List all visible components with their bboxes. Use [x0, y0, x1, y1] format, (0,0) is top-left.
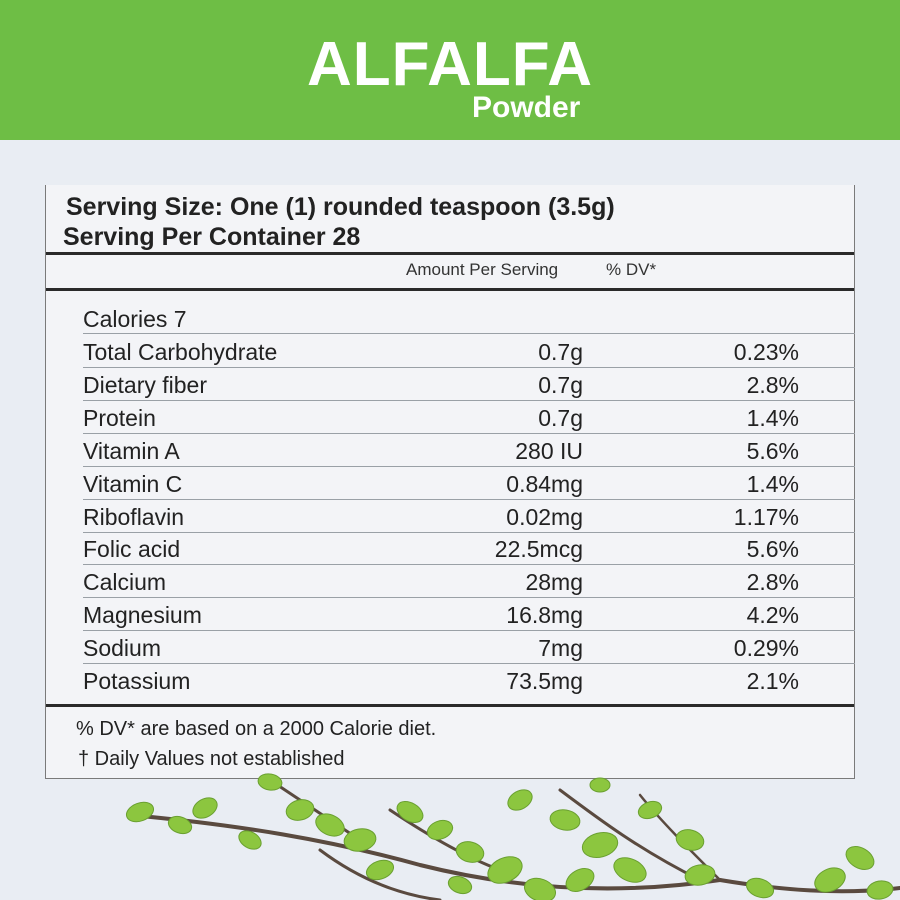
nutrient-name: Potassium	[83, 668, 191, 694]
leaf	[284, 797, 316, 824]
row-divider	[83, 564, 855, 565]
nutrient-name: Vitamin A	[83, 437, 180, 464]
leaf	[124, 799, 156, 825]
column-header-divider	[46, 288, 854, 291]
leaf	[166, 813, 194, 836]
nutrient-dv: 4.2%	[746, 602, 799, 629]
nutrient-amount: 0.7g	[538, 339, 583, 365]
nutrient-name: Magnesium	[83, 602, 202, 629]
nutrient-row	[83, 501, 855, 534]
nutrient-dv: 0.29%	[733, 635, 799, 662]
calories-row	[83, 303, 855, 336]
row-divider	[83, 466, 855, 467]
nutrient-amount: 0.84mg	[506, 470, 583, 497]
leaf	[425, 817, 456, 843]
nutrient-amount: 22.5mcg	[494, 536, 583, 563]
leafy-branch-decoration	[0, 770, 900, 900]
product-title: ALFALFA	[307, 30, 593, 99]
nutrient-dv: 2.8%	[746, 371, 799, 398]
nutrient-dv: 1.17%	[733, 503, 799, 530]
leaf	[590, 778, 610, 792]
leaf	[312, 810, 348, 841]
leaf	[580, 829, 621, 861]
leaf	[744, 875, 776, 900]
branch	[270, 780, 360, 840]
nutrient-row	[83, 336, 855, 369]
leaf	[257, 772, 283, 792]
row-divider	[83, 499, 855, 500]
nutrient-dv: 5.6%	[746, 536, 799, 563]
nutrient-dv: 5.6%	[746, 437, 799, 464]
nutrient-row	[83, 533, 855, 566]
nutrient-name: Folic acid	[83, 536, 181, 563]
nutrient-name: Dietary fiber	[83, 371, 207, 398]
leaf	[674, 827, 706, 854]
row-divider	[83, 630, 855, 631]
nutrient-dv: 1.4%	[746, 404, 799, 431]
dagger-footnote: † Daily Values not established	[78, 748, 345, 770]
nutrient-row	[83, 599, 855, 632]
column-header-dv: % DV*	[606, 260, 657, 279]
nutrient-amount: 0.02mg	[506, 503, 583, 530]
nutrient-name: Total Carbohydrate	[83, 339, 278, 365]
row-divider	[83, 597, 855, 598]
nutrient-amount: 280 IU	[515, 437, 583, 464]
nutrient-row	[83, 369, 855, 402]
row-divider	[83, 663, 855, 664]
row-divider	[83, 433, 855, 434]
nutrient-amount: 0.7g	[538, 404, 583, 431]
nutrient-row	[83, 566, 855, 599]
nutrient-name: Protein	[83, 404, 156, 431]
product-subtitle: Powder	[472, 91, 581, 124]
nutrition-facts-panel	[45, 185, 855, 779]
nutrient-dv: 1.4%	[746, 470, 799, 497]
nutrient-amount: 28mg	[525, 569, 583, 596]
leaf	[504, 786, 536, 815]
nutrient-amount: 73.5mg	[506, 668, 583, 694]
column-header-amount: Amount Per Serving	[406, 260, 559, 279]
leaf	[842, 842, 878, 874]
serving-size: Serving Size: One (1) rounded teaspoon (3.5g)	[66, 193, 615, 221]
nutrient-dv: 0.23%	[733, 339, 799, 365]
nutrient-name: Sodium	[83, 635, 161, 662]
row-divider	[83, 367, 855, 368]
nutrient-dv: 2.1%	[746, 668, 799, 694]
calories-label: Calories 7	[83, 306, 187, 332]
footer-divider	[46, 704, 854, 707]
nutrient-row	[83, 402, 855, 435]
nutrient-dv: 2.8%	[746, 569, 799, 596]
nutrient-name: Calcium	[83, 569, 167, 596]
leaf	[521, 874, 559, 900]
nutrient-amount: 16.8mg	[506, 602, 583, 629]
nutrient-amount: 0.7g	[538, 371, 583, 398]
row-divider	[83, 400, 855, 401]
nutrient-row	[83, 435, 855, 468]
leaf	[562, 864, 598, 896]
header-banner	[0, 0, 900, 140]
leaf	[866, 879, 895, 900]
nutrient-name: Vitamin C	[83, 470, 183, 497]
row-divider	[83, 532, 855, 533]
leaf	[189, 794, 221, 823]
dv-footnote: % DV* are based on a 2000 Calorie diet.	[76, 718, 437, 740]
row-divider	[83, 333, 855, 334]
header-divider	[46, 252, 854, 255]
nutrient-name: Riboflavin	[83, 503, 184, 530]
nutrient-amount: 7mg	[538, 635, 583, 662]
leaf	[610, 853, 650, 887]
nutrient-row	[83, 665, 855, 698]
nutrient-row	[83, 632, 855, 665]
leaf	[548, 808, 581, 833]
serving-per-container: Serving Per Container 28	[63, 223, 361, 251]
nutrient-row	[83, 468, 855, 501]
